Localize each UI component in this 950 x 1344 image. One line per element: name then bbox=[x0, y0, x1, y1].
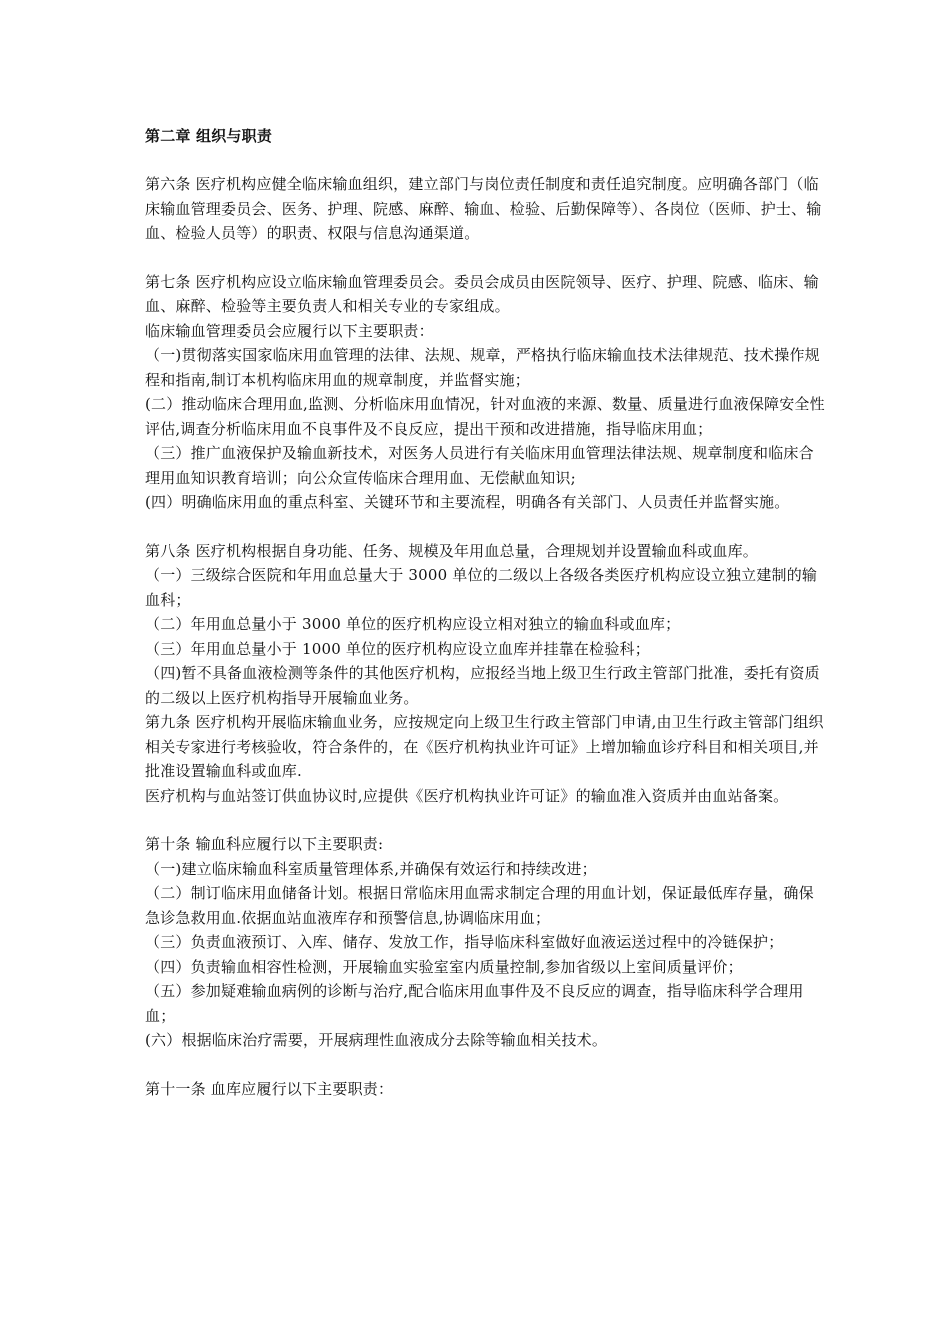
article-10-item-1: （一)建立临床输血科室质量管理体系,并确保有效运行和持续改进； bbox=[145, 859, 597, 878]
article-10-item-2: （二）制订临床用血储备计划。根据日常临床用血需求制定合理的用血计划，保证最低库存量，确保急诊急救用血.依据血站血液库存和预警信息,协调临床用血； bbox=[145, 884, 814, 927]
paragraph-gap bbox=[145, 808, 825, 832]
article-10-item-3: （三）负责血液预订、入库、储存、发放工作，指导临床科室做好血液运送过程中的冷链保护； bbox=[145, 933, 784, 951]
chapter-heading: 第二章 组织与职责 bbox=[145, 127, 273, 145]
article-8-item-3: （三）年用血总量小于 1000 单位的医疗机构应设立血库并挂靠在检验科； bbox=[145, 639, 650, 658]
committee-duty-4: (四）明确临床用血的重点科室、关键环节和主要流程，明确各有关部门、人员责任并监督实施。 bbox=[145, 493, 790, 511]
committee-duty-1: （一)贯彻落实国家临床用血管理的法律、法规、规章，严格执行临床输血技术法律规范、技术操作规程和指南,制订本机构临床用血的规章制度，并监督实施； bbox=[145, 346, 820, 389]
article-9: 第九条 医疗机构开展临床输血业务，应按规定向上级卫生行政主管部门申请,由卫生行政主管部门组织相关专家进行考核验收，符合条件的，在《医疗机构执业许可证》上增加输血诊疗科目和相关项目,并批准设置输血科或血库. bbox=[145, 713, 824, 780]
article-9-note: 医疗机构与血站签订供血协议时,应提供《医疗机构执业许可证》的输血准入资质并由血站备案。 bbox=[145, 786, 789, 805]
article-10: 第十条 输血科应履行以下主要职责: bbox=[145, 835, 384, 853]
article-7: 第七条 医疗机构应设立临床输血管理委员会。委员会成员由医院领导、医疗、护理、院感、临床、输血、麻醉、检验等主要负责人和相关专业的专家组成。 bbox=[145, 272, 819, 315]
committee-duty-2: (二）推动临床合理用血,监测、分析临床用血情况，针对血液的来源、数量、质量进行血液保障安全性评估,调查分析临床用血不良事件及不良反应，提出干预和改进措施，指导临床用血； bbox=[145, 395, 825, 438]
article-8-item-2: （二）年用血总量小于 3000 单位的医疗机构应设立相对独立的输血科或血库； bbox=[145, 615, 681, 633]
article-10-item-5: （五）参加疑难输血病例的诊断与治疗,配合临床用血事件及不良反应的调查，指导临床科学合理用血； bbox=[145, 982, 804, 1025]
document-body bbox=[145, 124, 825, 1101]
committee-duties-intro: 临床输血管理委员会应履行以下主要职责： bbox=[145, 321, 434, 340]
paragraph-gap bbox=[145, 246, 825, 270]
article-8-item-1: （一）三级综合医院和年用血总量大于 3000 单位的二级以上各级各类医疗机构应设立独立建制的输血科； bbox=[145, 566, 818, 609]
article-8-item-4: （四)暂不具备血液检测等条件的其他医疗机构，应报经当地上级卫生行政主管部门批准，委托有资质的二级以上医疗机构指导开展输血业务。 bbox=[145, 664, 820, 707]
paragraph-gap bbox=[145, 1053, 825, 1077]
article-6: 第六条 医疗机构应健全临床输血组织，建立部门与岗位责任制度和责任追究制度。应明确各部门（临床输血管理委员会、医务、护理、院感、麻醉、输血、检验、后勤保障等）、各岗位（医师、护士、输血、检验人员等）的职责、权限与信息沟通渠道。 bbox=[145, 175, 822, 242]
article-8: 第八条 医疗机构根据自身功能、任务、规模及年用血总量，合理规划并设置输血科或血库。 bbox=[145, 541, 758, 560]
article-10-item-6: (六）根据临床治疗需要，开展病理性血液成分去除等输血相关技术。 bbox=[145, 1031, 608, 1049]
committee-duty-3: （三）推广血液保护及输血新技术，对医务人员进行有关临床用血管理法律法规、规章制度和临床合理用血知识教育培训；向公众宣传临床合理用血、无偿献血知识; bbox=[145, 444, 814, 487]
paragraph-gap bbox=[145, 515, 825, 539]
article-10-item-4: （四）负责输血相容性检测，开展输血实验室室内质量控制,参加省级以上室间质量评价； bbox=[145, 957, 743, 976]
article-11: 第十一条 血库应履行以下主要职责： bbox=[145, 1079, 394, 1098]
